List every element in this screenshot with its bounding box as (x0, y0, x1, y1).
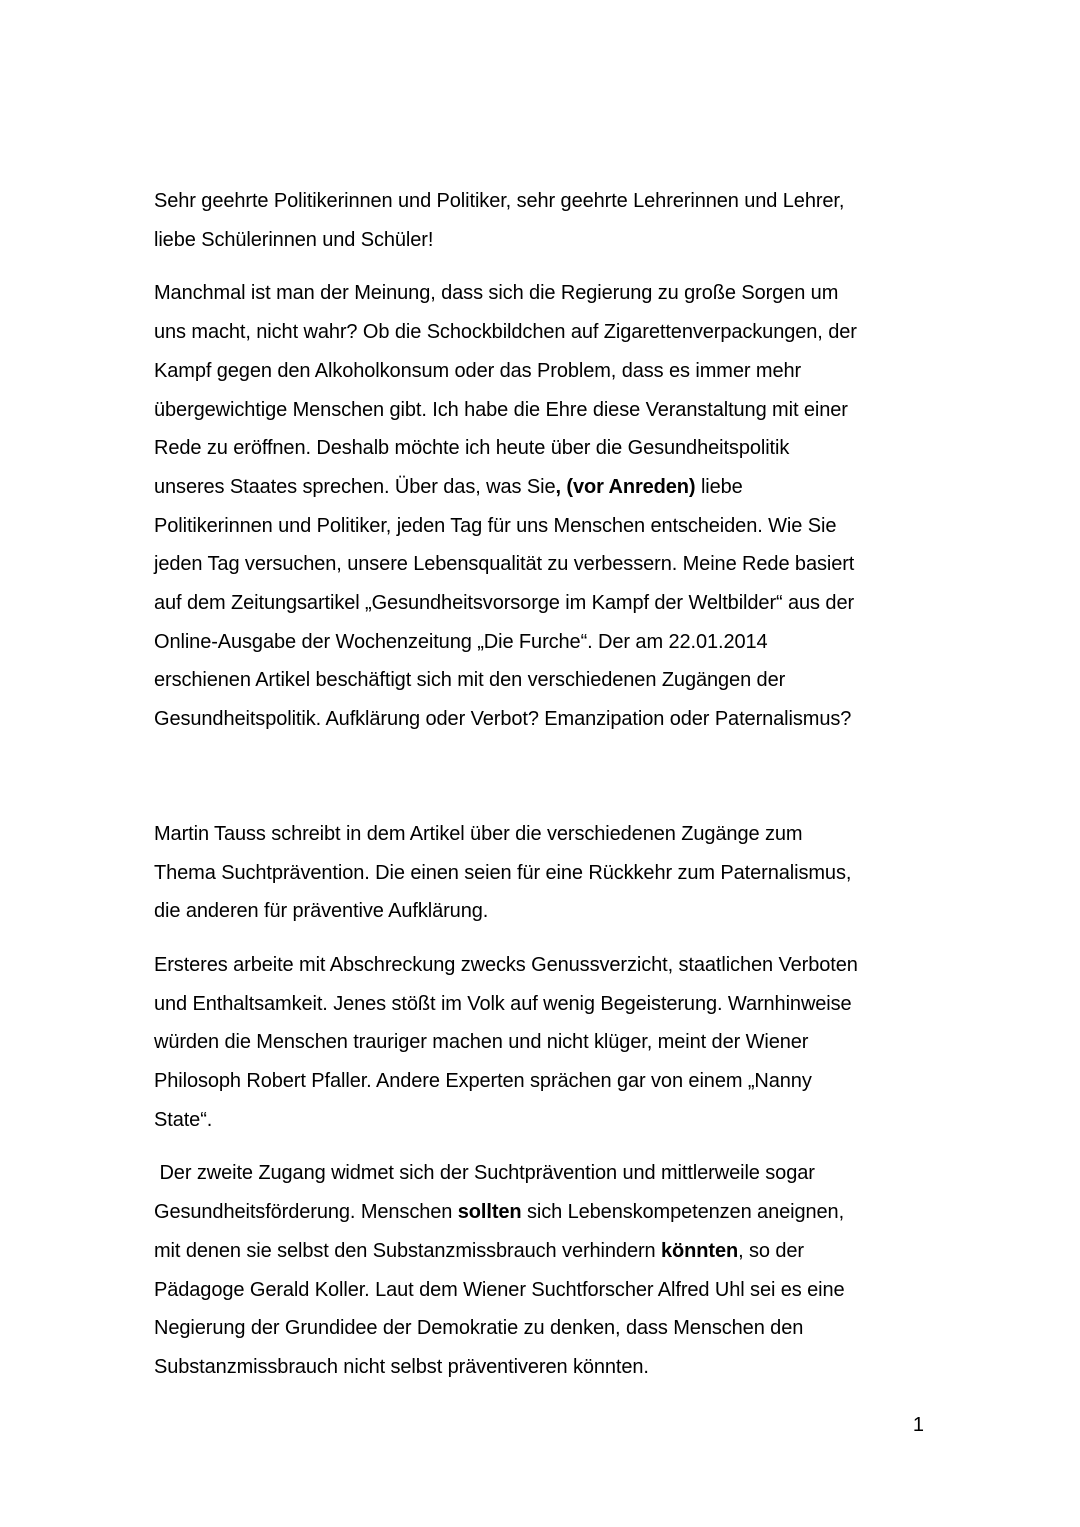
text-line (154, 623, 944, 662)
text-line (154, 661, 944, 700)
page-number: 1 (912, 1414, 924, 1436)
text-segment: liebe Schülerinnen und Schüler! (154, 228, 434, 251)
text-segment: Manchmal ist man der Meinung, dass sich die Regierung zu große Sorgen um (154, 282, 839, 305)
text-line (154, 1271, 944, 1310)
text-segment: übergewichtige Menschen gibt. Ich habe die Ehre diese Veranstaltung mit einer (154, 398, 848, 421)
text-line (154, 274, 944, 313)
text-segment: Gesundheitspolitik. Aufklärung oder Verbot? Emanzipation oder Paternalismus? (154, 708, 852, 731)
text-segment: Ersteres arbeite mit Abschreckung zwecks Genussverzicht, staatlichen Verboten (154, 953, 858, 976)
text-line (154, 1101, 944, 1140)
text-line (154, 352, 944, 391)
text-segment: liebe (695, 475, 743, 498)
text-segment: Der zweite Zugang widmet sich der Suchtprävention und mittlerweile sogar (154, 1162, 815, 1185)
text-line (154, 815, 944, 854)
paragraph (154, 274, 944, 738)
bold-text: , (vor Anreden) (555, 475, 696, 498)
text-line (154, 507, 944, 546)
text-segment: Kampf gegen den Alkoholkonsum oder das Problem, dass es immer mehr (154, 359, 802, 382)
text-segment: würden die Menschen trauriger machen und nicht klüger, meint der Wiener (154, 1031, 809, 1054)
text-segment: unseres Staates sprechen. Über das, was Sie (154, 475, 556, 498)
text-segment: mit denen sie selbst den Substanzmissbrauch verhindern (154, 1239, 662, 1262)
text-segment: Rede zu eröffnen. Deshalb möchte ich heute über die Gesundheitspolitik (154, 437, 790, 460)
text-line (154, 946, 944, 985)
text-line (154, 429, 944, 468)
text-segment: die anderen für präventive Aufklärung. (154, 900, 489, 923)
text-segment: erschienen Artikel beschäftigt sich mit den verschiedenen Zugängen der (154, 669, 786, 692)
text-line (154, 468, 944, 507)
text-line (154, 985, 944, 1024)
text-line (154, 892, 944, 931)
text-line (154, 584, 944, 623)
text-segment: sich Lebenskompetenzen aneignen, (521, 1201, 845, 1224)
text-line (154, 182, 944, 221)
text-line (154, 391, 944, 430)
text-segment: Sehr geehrte Politikerinnen und Politiker, sehr geehrte Lehrerinnen und Lehrer, (154, 190, 845, 212)
document-content (154, 182, 944, 1402)
text-line (154, 1348, 944, 1387)
text-line (154, 1062, 944, 1101)
text-segment: jeden Tag versuchen, unsere Lebensqualität zu verbessern. Meine Rede basiert (154, 553, 855, 576)
text-segment: Politikerinnen und Politiker, jeden Tag für uns Menschen entscheiden. Wie Sie (154, 514, 837, 537)
bold-text: sollten (457, 1201, 522, 1224)
text-line (154, 1193, 944, 1232)
text-line (154, 1309, 944, 1348)
text-line (154, 1023, 944, 1062)
bold-text: könnten (661, 1239, 739, 1262)
text-line (154, 854, 944, 893)
text-line (154, 754, 944, 800)
text-line (154, 545, 944, 584)
text-line (154, 1232, 944, 1271)
text-segment: auf dem Zeitungsartikel „Gesundheitsvorsorge im Kampf der Weltbilder“ aus der (154, 592, 855, 615)
text-segment: Online-Ausgabe der Wochenzeitung „Die Furche“. Der am 22.01.2014 (154, 630, 768, 653)
text-line (154, 1154, 944, 1193)
paragraph (154, 182, 944, 259)
text-segment: State“. (154, 1108, 213, 1131)
text-segment: Pädagoge Gerald Koller. Laut dem Wiener Suchtforscher Alfred Uhl sei es eine (154, 1278, 845, 1301)
text-segment: uns macht, nicht wahr? Ob die Schockbildchen auf Zigarettenverpackungen, der (154, 321, 857, 344)
text-line (154, 700, 944, 739)
text-line (154, 313, 944, 352)
text-segment: Gesundheitsförderung. Menschen (154, 1201, 458, 1224)
text-segment: , so der (738, 1239, 804, 1262)
text-segment: Thema Suchtprävention. Die einen seien für eine Rückkehr zum Paternalismus, (154, 861, 852, 884)
text-segment: Martin Tauss schreibt in dem Artikel über die verschiedenen Zugänge zum (154, 822, 803, 845)
text-line (154, 221, 944, 260)
paragraph (154, 1154, 944, 1386)
paragraph (154, 815, 944, 931)
paragraph (154, 946, 944, 1140)
empty-paragraph (154, 754, 944, 800)
text-segment: Substanzmissbrauch nicht selbst präventiveren könnten. (154, 1355, 649, 1378)
text-segment: Philosoph Robert Pfaller. Andere Experten sprächen gar von einem „Nanny (154, 1070, 812, 1093)
text-segment: Negierung der Grundidee der Demokratie zu denken, dass Menschen den (154, 1317, 804, 1340)
text-segment: und Enthaltsamkeit. Jenes stößt im Volk auf wenig Begeisterung. Warnhinweise (154, 992, 852, 1015)
